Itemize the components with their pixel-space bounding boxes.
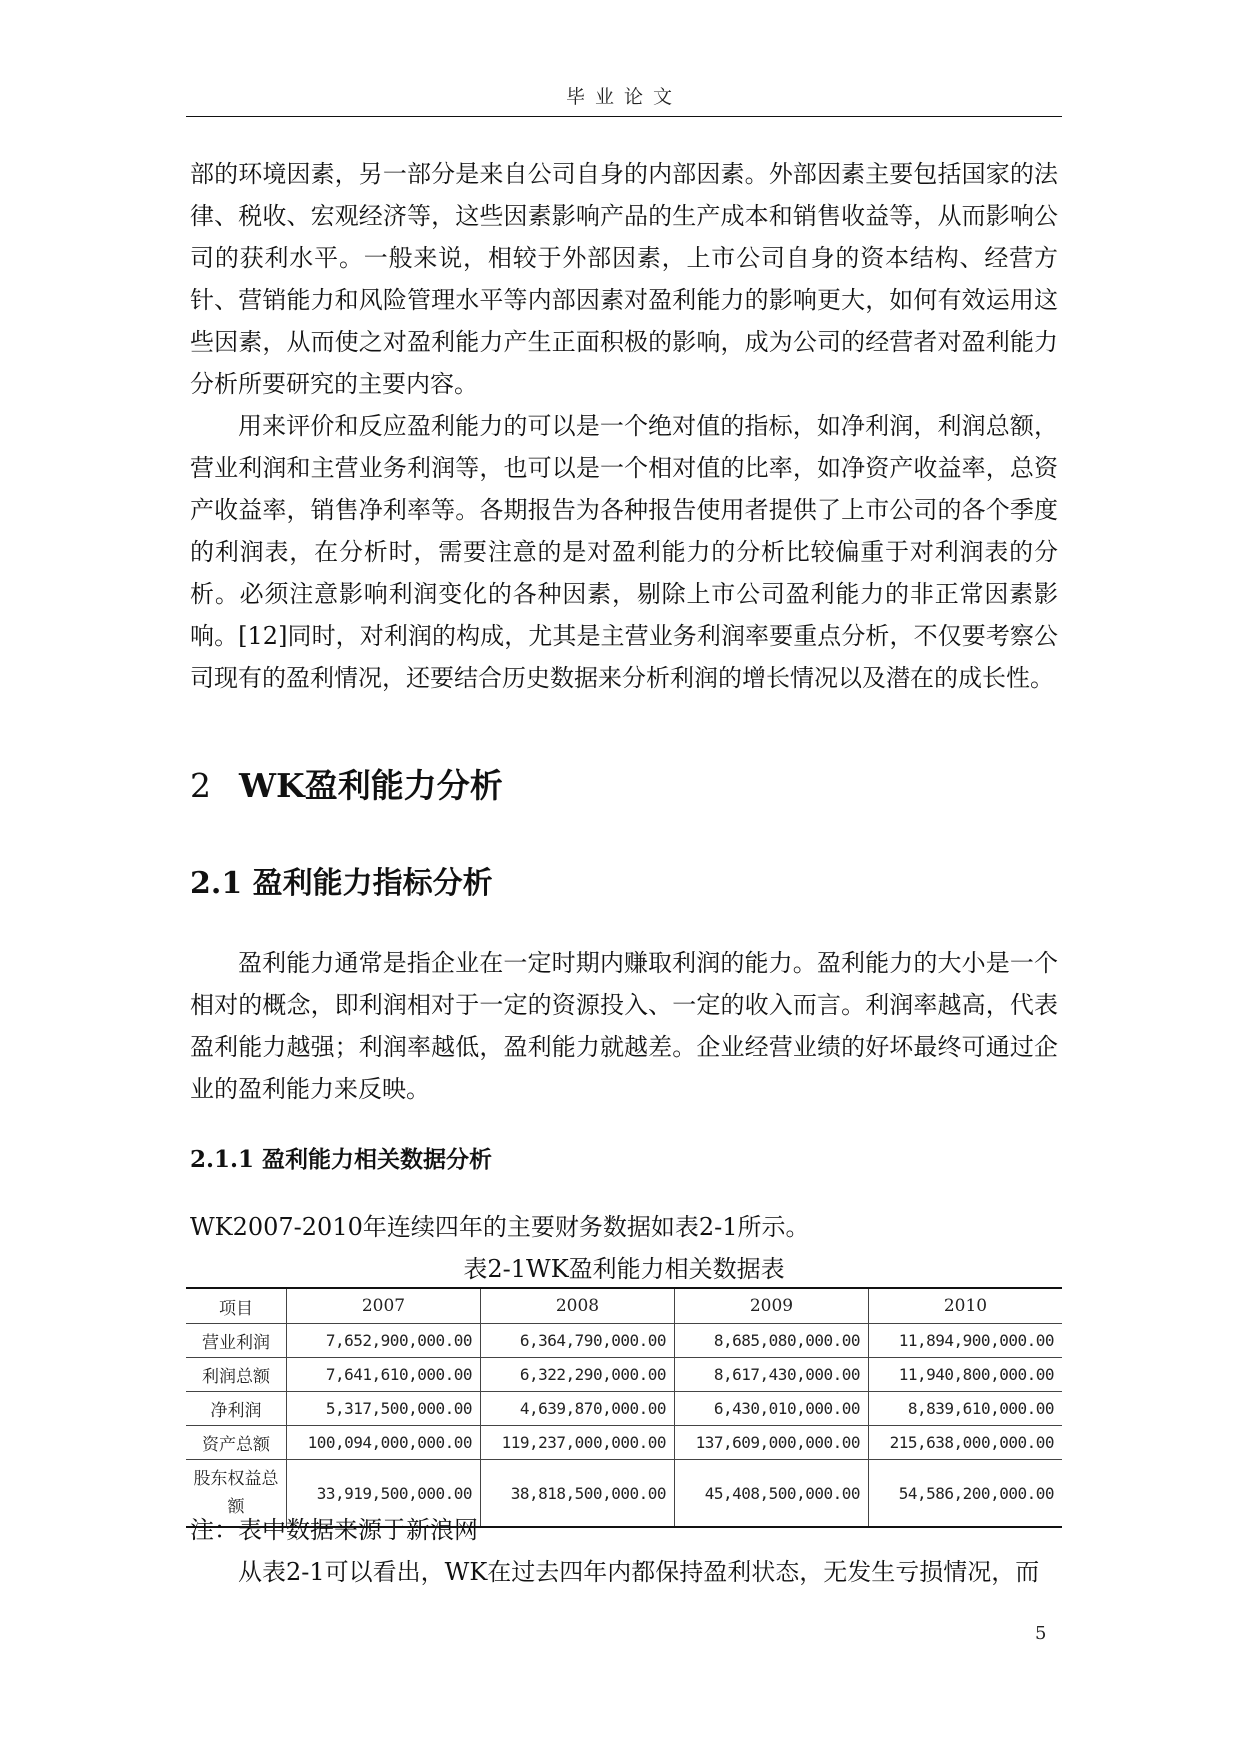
table-cell: 4,639,870,000.00: [481, 1392, 675, 1426]
table-cell: 7,641,610,000.00: [287, 1358, 481, 1392]
table-cell: 215,638,000,000.00: [869, 1426, 1063, 1460]
table-header-row: [186, 1288, 1062, 1324]
table-cell: 11,894,900,000.00: [869, 1324, 1063, 1358]
section-number: 2: [190, 766, 211, 805]
table-cell: 5,317,500,000.00: [287, 1392, 481, 1426]
table-cell: 45,408,500,000.00: [675, 1460, 869, 1528]
row-label: 净利润: [186, 1392, 287, 1426]
header-cell: 项目: [186, 1288, 287, 1324]
table-row: [186, 1392, 1062, 1426]
header-cell: 2008: [481, 1288, 675, 1324]
table-cell: 7,652,900,000.00: [287, 1324, 481, 1358]
paragraph-3: 盈利能力通常是指企业在一定时期内赚取利润的能力。盈利能力的大小是一个相对的概念，即利润相对于一定的资源投入、一定的收入而言。利润率越高，代表盈利能力越强；利润率越低，盈利能力就越差。企业经营业绩的好坏最终可通过企业的盈利能力来反映。: [190, 949, 1058, 1103]
financial-data-table: [186, 1287, 1062, 1528]
running-header: 毕业论文: [565, 86, 682, 108]
table-cell: 6,364,790,000.00: [481, 1324, 675, 1358]
header-cell: 2009: [675, 1288, 869, 1324]
table-cell: 119,237,000,000.00: [481, 1426, 675, 1460]
table-cell: 8,617,430,000.00: [675, 1358, 869, 1392]
section-heading: [190, 760, 503, 807]
row-label: 资产总额: [186, 1426, 287, 1460]
table-cell: 38,818,500,000.00: [481, 1460, 675, 1528]
paragraph-1: 部的环境因素，另一部分是来自公司自身的内部因素。外部因素主要包括国家的法律、税收、宏观经济等，这些因素影响产品的生产成本和销售收益等，从而影响公司的获利水平。一般来说，相较于外部因素，上市公司自身的资本结构、经营方针、营销能力和风险管理水平等内部因素对盈利能力的影响更大，如何有效运用这些因素，从而使之对盈利能力产生正面积极的影响，成为公司的经营者对盈利能力分析所要研究的主要内容。: [190, 160, 1058, 398]
table-cell: 8,839,610,000.00: [869, 1392, 1063, 1426]
table-row: [186, 1324, 1062, 1358]
header-cell: 2010: [869, 1288, 1063, 1324]
row-label: 营业利润: [186, 1324, 287, 1358]
subsubsection-heading: 2.1.1 盈利能力相关数据分析: [190, 1146, 493, 1173]
table-cell: 6,430,010,000.00: [675, 1392, 869, 1426]
header-rule: [186, 116, 1062, 117]
table-caption: 表2-1WK盈利能力相关数据表: [463, 1255, 785, 1283]
section-title: WK盈利能力分析: [239, 766, 503, 805]
table-cell: 137,609,000,000.00: [675, 1426, 869, 1460]
paragraph-2: 用来评价和反应盈利能力的可以是一个绝对值的指标，如净利润，利润总额，营业利润和主营业务利润等，也可以是一个相对值的比率，如净资产收益率，总资产收益率，销售净利率等。各期报告为各种报告使用者提供了上市公司的各个季度的利润表，在分析时，需要注意的是对盈利能力的分析比较偏重于对利润表的分析。必须注意影响利润变化的各种因素，剔除上市公司盈利能力的非正常因素影响。[12]同时，对利润的构成，尤其是主营业务利润率要重点分析，不仅要考察公司现有的盈利情况，还要结合历史数据来分析利润的增长情况以及潜在的成长性。: [190, 412, 1058, 692]
table-cell: 11,940,800,000.00: [869, 1358, 1063, 1392]
table-intro: WK2007-2010年连续四年的主要财务数据如表2-1所示。: [190, 1213, 810, 1241]
table-cell: 54,586,200,000.00: [869, 1460, 1063, 1528]
row-label: 利润总额: [186, 1358, 287, 1392]
table-row: [186, 1358, 1062, 1392]
table-cell: 33,919,500,000.00: [287, 1460, 481, 1528]
row-label: 股东权益总额: [186, 1460, 287, 1528]
subsection-heading: 2.1 盈利能力指标分析: [190, 866, 493, 901]
header-cell: 2007: [287, 1288, 481, 1324]
table-cell: 100,094,000,000.00: [287, 1426, 481, 1460]
table-note: 注：表中数据来源于新浪网: [190, 1516, 478, 1544]
table-cell: 6,322,290,000.00: [481, 1358, 675, 1392]
table-cell: 8,685,080,000.00: [675, 1324, 869, 1358]
paragraph-5: 从表2-1可以看出，WK在过去四年内都保持盈利状态，无发生亏损情况，而: [238, 1558, 1040, 1586]
page-number: 5: [1035, 1623, 1047, 1644]
table-row: [186, 1426, 1062, 1460]
